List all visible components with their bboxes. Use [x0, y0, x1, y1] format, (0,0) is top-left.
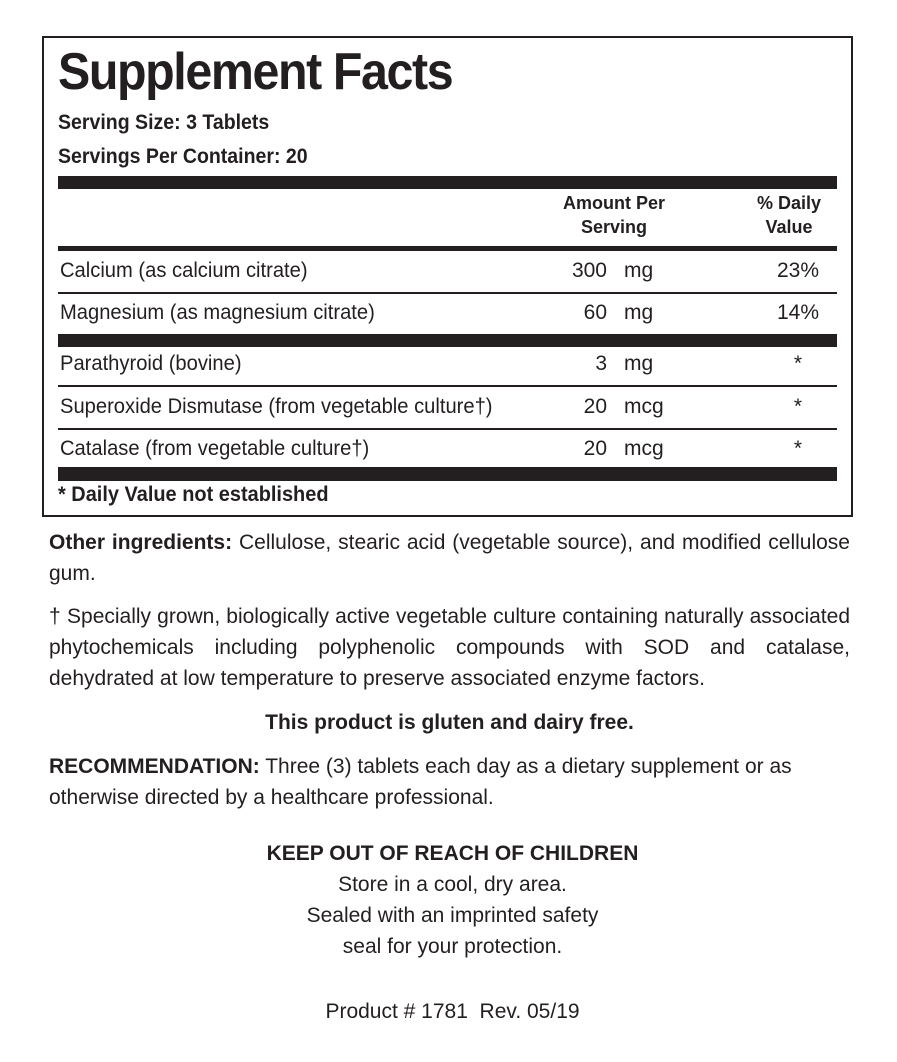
nutrient-unit: mcg	[624, 437, 664, 460]
other-ingredients-text: Cellulose, stearic acid (vegetable source), and modified cellulose gum.	[49, 531, 850, 585]
nutrient-unit: mg	[624, 259, 654, 282]
keep-out-warning: KEEP OUT OF REACH OF CHILDREN	[266, 842, 639, 865]
header-amount-per-serving	[544, 191, 684, 239]
nutrient-amount: 300	[571, 259, 607, 282]
other-ingredients	[49, 527, 850, 589]
other-ingredients-label: Other ingredients:	[49, 531, 233, 554]
table-row	[58, 252, 837, 290]
seal-note-line1: Sealed with an imprinted safety	[306, 904, 599, 927]
recommendation-text: Three (3) tablets each day as a dietary supplement or as otherwise directed by a healthcare professional.	[49, 755, 792, 809]
gluten-dairy-statement: This product is gluten and dairy free.	[265, 711, 634, 734]
thick-divider-bottom	[58, 467, 837, 481]
vegetable-culture-note: † Specially grown, biologically active vegetable culture containing naturally associated phytochemicals including polyphenolic compounds with SOD and catalase, dehydrated at low temperature to preserve associated enzyme factors.	[49, 605, 850, 690]
nutrient-daily-value: 23%	[776, 259, 820, 282]
nutrient-daily-value: 14%	[776, 301, 820, 324]
seal-note-line2: seal for your protection.	[342, 935, 563, 958]
header-amount-line2: Serving	[580, 217, 648, 237]
supplement-facts-panel	[42, 36, 853, 517]
facts-title: Supplement Facts	[58, 43, 453, 101]
table-row	[58, 294, 837, 332]
header-daily-value	[724, 191, 854, 239]
serving-size: Serving Size: 3 Tablets	[58, 111, 270, 134]
nutrient-name: Calcium (as calcium citrate)	[60, 259, 308, 282]
nutrient-name: Catalase (from vegetable culture†)	[60, 437, 370, 460]
storage-instruction: Store in a cool, dry area.	[338, 873, 567, 896]
nutrient-amount: 60	[583, 301, 607, 324]
table-row	[58, 345, 837, 383]
nutrient-name: Parathyroid (bovine)	[60, 352, 242, 375]
table-row	[58, 388, 837, 426]
product-number-revision: Product # 1781 Rev. 05/19	[325, 1000, 580, 1023]
nutrient-amount: 3	[595, 352, 607, 375]
table-row	[58, 430, 837, 468]
thick-divider-top	[58, 176, 837, 189]
recommendation	[49, 751, 850, 813]
row-divider	[58, 385, 837, 387]
header-amount-line1: Amount Per	[562, 193, 665, 213]
nutrient-daily-value: *	[793, 352, 803, 375]
header-dv-line2: Value	[765, 217, 813, 237]
recommendation-label: RECOMMENDATION:	[49, 755, 260, 778]
nutrient-name: Magnesium (as magnesium citrate)	[60, 301, 375, 324]
nutrient-unit: mcg	[624, 395, 664, 418]
nutrient-unit: mg	[624, 352, 654, 375]
nutrient-amount: 20	[583, 395, 607, 418]
nutrient-unit: mg	[624, 301, 654, 324]
servings-per-container: Servings Per Container: 20	[58, 145, 308, 168]
daily-value-footnote: * Daily Value not established	[58, 483, 329, 506]
header-dv-line1: % Daily	[756, 193, 822, 213]
nutrient-daily-value: *	[793, 437, 803, 460]
header-divider	[58, 246, 837, 251]
nutrient-amount: 20	[583, 437, 607, 460]
nutrient-daily-value: *	[793, 395, 803, 418]
nutrient-name: Superoxide Dismutase (from vegetable culture†)	[60, 395, 493, 418]
